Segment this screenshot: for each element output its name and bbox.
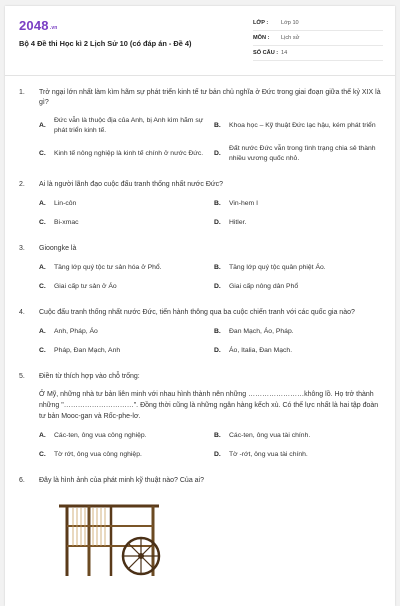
question-number: 1. — [19, 89, 25, 96]
option-a[interactable] — [39, 194, 206, 213]
option-b[interactable] — [214, 258, 381, 277]
meta-label: LỚP : — [253, 20, 269, 26]
option-text: Đức vẫn là thuộc địa của Anh, bị Anh kìm hãm sự phát triển kinh tế. — [54, 117, 204, 134]
option-letter: C. — [39, 282, 46, 290]
meta-row-class — [253, 16, 383, 31]
option-letter: A. — [39, 122, 46, 129]
question-number: 6. — [19, 477, 25, 484]
option-letter: A. — [39, 263, 46, 271]
option-text: Kinh tế nông nghiệp là kinh tế chính ở nước Đức. — [54, 150, 204, 157]
option-letter: D. — [214, 282, 221, 290]
option-letter: B. — [214, 431, 221, 439]
option-d[interactable] — [214, 140, 381, 168]
option-letter: C. — [39, 450, 46, 458]
meta-value: Lớp 10 — [281, 20, 299, 26]
option-b[interactable] — [214, 426, 381, 445]
option-letter: B. — [214, 122, 221, 129]
option-letter: D. — [214, 450, 221, 458]
option-a[interactable] — [39, 258, 206, 277]
question-6 — [19, 476, 381, 581]
option-d[interactable] — [214, 445, 381, 464]
option-b[interactable] — [214, 322, 381, 341]
question-number: 2. — [19, 181, 25, 188]
option-letter: C. — [39, 150, 46, 157]
option-text: Tờ -rớt, ông vua tài chính. — [229, 450, 308, 458]
option-d[interactable] — [214, 213, 381, 232]
option-text: Tầng lớp quý tộc tư sản hóa ở Phổ. — [54, 263, 162, 271]
meta-value: 14 — [281, 50, 288, 56]
option-a[interactable] — [39, 112, 206, 140]
option-text: Giai cấp tư sản ở Áo — [54, 282, 117, 290]
question-1 — [19, 88, 381, 168]
site-logo[interactable]: 2048.vn — [19, 18, 58, 33]
option-a[interactable] — [39, 426, 206, 445]
page-title: Bộ 4 Đề thi Học kì 2 Lịch Sử 10 (có đáp án - Đề 4) — [19, 39, 192, 48]
question-3 — [19, 244, 381, 296]
option-letter: D. — [214, 346, 221, 354]
document-page — [5, 6, 395, 606]
fill-in-paragraph: Ở Mỹ, những nhà tư bản liên minh với nhau hình thành nên những ……………………không lồ. Họ trở thành những "…………………………". Đồng thời cũng là những ngân hàng kếch xù. Có thế lực nhất là hai tập đoàn tư bản Mooc-gan và Rốc-phe-lơ. — [39, 391, 379, 420]
question-4 — [19, 308, 381, 360]
option-text: Anh, Pháp, Áo — [54, 327, 98, 335]
option-text: Các-ten, ông vua công nghiệp. — [54, 431, 147, 439]
option-letter: B. — [214, 199, 221, 207]
option-letter: B. — [214, 327, 221, 335]
question-text: Gioongke là — [39, 245, 77, 252]
option-letter: B. — [214, 263, 221, 271]
option-a[interactable] — [39, 322, 206, 341]
option-text: Đất nước Đức vẫn trong tình trạng chia sẻ thành nhiều vương quốc nhỏ. — [229, 145, 376, 162]
meta-row-subject — [253, 31, 383, 46]
option-text: Giai cấp nông dân Phổ — [229, 282, 299, 290]
meta-value: Lịch sử — [281, 35, 300, 41]
question-text: Điền từ thích hợp vào chỗ trống: — [39, 373, 140, 380]
option-text: Khoa học – Kỹ thuật Đức lạc hậu, kém phát triển — [229, 122, 376, 129]
option-c[interactable] — [39, 277, 206, 296]
option-text: Tầng lớp quý tộc quân phiệt Áo. — [229, 263, 326, 271]
option-c[interactable] — [39, 341, 206, 360]
option-letter: C. — [39, 218, 46, 226]
question-number: 5. — [19, 373, 25, 380]
meta-label: SỐ CÂU : — [253, 50, 279, 56]
option-d[interactable] — [214, 341, 381, 360]
option-c[interactable] — [39, 445, 206, 464]
question-text: Đây là hình ảnh của phát minh kỹ thuật nào? Của ai? — [39, 477, 204, 484]
question-2 — [19, 180, 381, 232]
option-letter: D. — [214, 150, 221, 157]
meta-label: MÔN : — [253, 35, 270, 41]
document-header — [5, 6, 395, 76]
option-text: Tờ rớt, ông vua công nghiệp. — [54, 450, 142, 458]
machine-illustration — [49, 496, 179, 576]
option-text: Vin-hem I — [229, 199, 258, 207]
exam-meta-table — [253, 16, 383, 61]
option-letter: A. — [39, 327, 46, 335]
option-letter: C. — [39, 346, 46, 354]
question-number: 4. — [19, 309, 25, 316]
option-c[interactable] — [39, 140, 206, 168]
option-d[interactable] — [214, 277, 381, 296]
option-c[interactable] — [39, 213, 206, 232]
option-text: Pháp, Đan Mạch, Anh — [54, 346, 121, 354]
option-text: Bi-xmac — [54, 218, 79, 226]
option-b[interactable] — [214, 194, 381, 213]
option-text: Lin-côn — [54, 199, 77, 207]
option-text: Đan Mạch, Áo, Pháp. — [229, 327, 294, 335]
question-text: Cuộc đấu tranh thống nhất nước Đức, tiến hành thông qua ba cuộc chiến tranh với các quốc gia nào? — [39, 309, 355, 316]
question-text: Ai là người lãnh đạo cuộc đấu tranh thống nhất nước Đức? — [39, 181, 223, 188]
option-letter: D. — [214, 218, 221, 226]
option-b[interactable] — [214, 112, 381, 140]
option-text: Áo, Italia, Đan Mạch. — [229, 346, 293, 354]
question-list — [5, 88, 395, 581]
meta-row-count — [253, 46, 383, 61]
option-text: Các-ten, ông vua tài chính. — [229, 431, 311, 439]
option-text: Hitler. — [229, 218, 247, 226]
question-5 — [19, 372, 381, 464]
question-number: 3. — [19, 245, 25, 252]
option-letter: A. — [39, 431, 46, 439]
option-letter: A. — [39, 199, 46, 207]
question-text: Trở ngại lớn nhất làm kìm hãm sự phát triển kinh tế tư bản chủ nghĩa ở Đức trong giai đoạn giữa thế kỷ XIX là gì? — [39, 89, 381, 106]
